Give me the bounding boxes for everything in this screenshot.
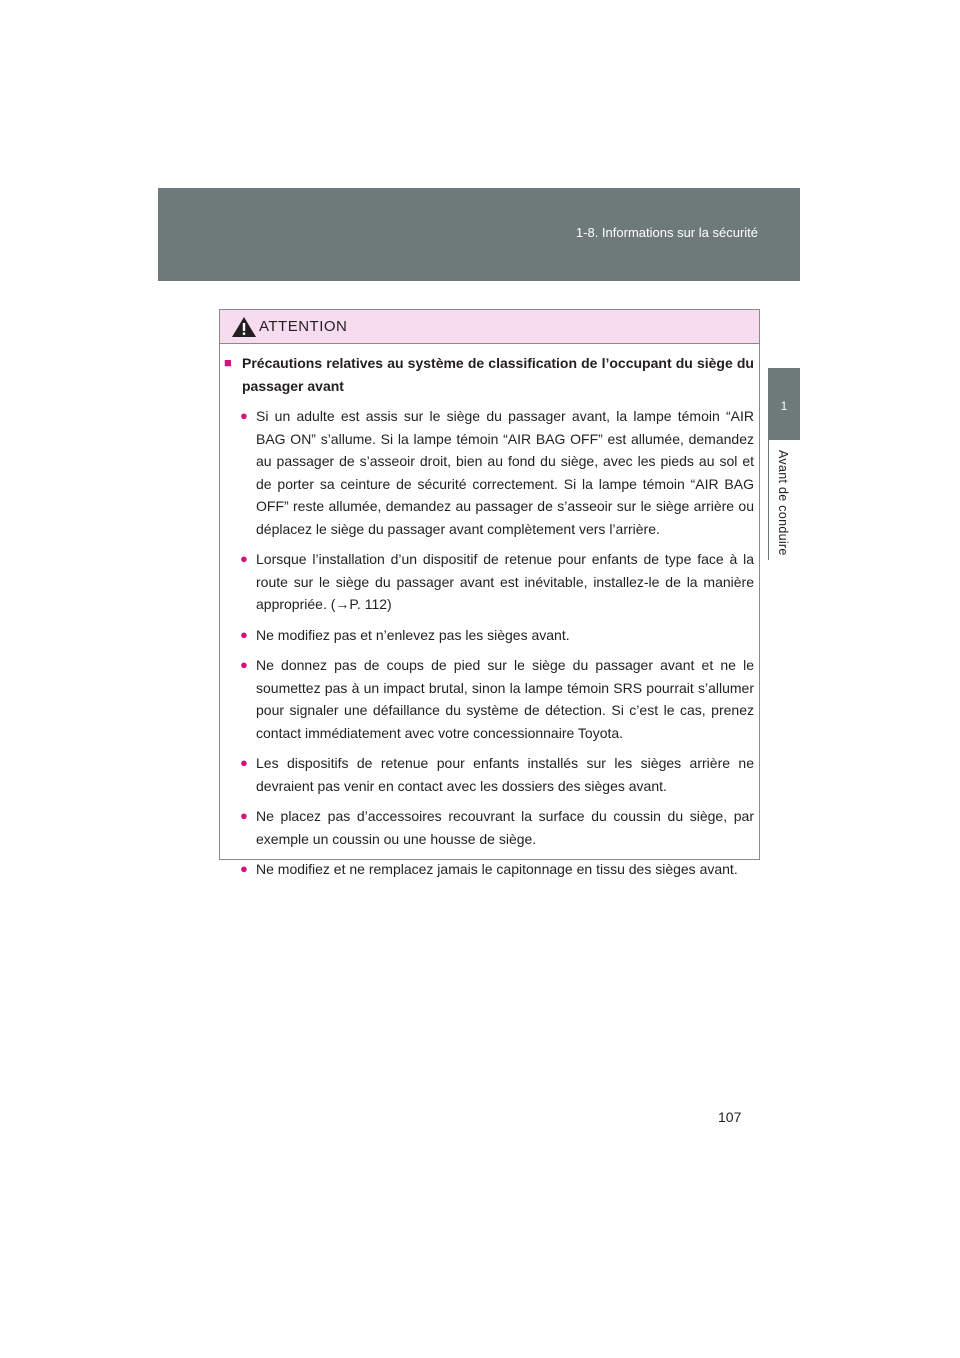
side-divider <box>768 440 769 560</box>
list-item <box>240 752 754 797</box>
list-item <box>240 654 754 744</box>
chapter-number: 1 <box>780 399 788 413</box>
circle-bullet-icon: ● <box>240 861 248 876</box>
list-item-text: Ne modifiez et ne remplacez jamais le capitonnage en tissu des sièges avant. <box>256 861 738 877</box>
list-item <box>240 805 754 850</box>
list-item <box>240 858 754 881</box>
chapter-tab <box>768 368 800 440</box>
chapter-label: Avant de conduire <box>776 450 790 556</box>
circle-bullet-icon: ● <box>240 755 248 770</box>
warning-triangle-icon <box>231 316 257 338</box>
list-item-text: Les dispositifs de retenue pour enfants installés sur les sièges arrière ne devraient pas venir en contact avec les dossiers des sièges avant. <box>256 755 754 794</box>
list-item-text: Ne placez pas d’accessoires recouvrant la surface du coussin du siège, par exemple un coussin ou une housse de siège. <box>256 808 754 847</box>
list-item <box>240 624 754 647</box>
list-item-text: Si un adulte est assis sur le siège du passager avant, la lampe témoin “AIR BAG ON” s’allume. Si la lampe témoin “AIR BAG OFF” est allumée, demandez au passager de s’asseoir droit, bien au fond du siège, avec les pieds au sol et de porter sa ceinture de sécurité correctement. Si la lampe témoin “AIR BAG OFF” reste allumée, demandez au passager de s’asseoir sur le siège arrière ou déplacez le siège du passager avant complètement vers l’arrière. <box>256 408 754 537</box>
caution-header <box>220 310 759 344</box>
list-item-text: Lorsque l’installation d’un dispositif de retenue pour enfants de type face à la route sur le siège du passager avant est inévitable, installez-le de la manière appropriée. (→P. 112) <box>256 551 754 612</box>
caution-content <box>220 344 759 881</box>
list-item <box>240 548 754 616</box>
list-item-text: Ne donnez pas de coups de pied sur le siège du passager avant et ne le soumettez pas à un impact brutal, sinon la lampe témoin SRS pourrait s’allumer pour signaler une défaillance du système de détection. Si c’est le cas, prenez contact immédiatement avec votre concessionnaire Toyota. <box>256 657 754 741</box>
circle-bullet-icon: ● <box>240 408 248 423</box>
caution-heading <box>224 352 754 397</box>
caution-title: ATTENTION <box>259 318 348 335</box>
circle-bullet-icon: ● <box>240 657 248 672</box>
list-item <box>240 405 754 540</box>
caution-heading-text: Précautions relatives au système de classification de l’occupant du siège du passager avant <box>242 355 754 394</box>
square-bullet-icon: ■ <box>224 355 232 370</box>
circle-bullet-icon: ● <box>240 626 248 642</box>
section-title: 1-8. Informations sur la sécurité <box>575 225 758 240</box>
section-header-band <box>158 188 800 281</box>
page-number: 107 <box>718 1109 742 1125</box>
list-item-text: Ne modifiez pas et n’enlevez pas les sièges avant. <box>256 626 570 643</box>
circle-bullet-icon: ● <box>240 551 248 566</box>
caution-box <box>219 309 760 877</box>
circle-bullet-icon: ● <box>240 808 248 823</box>
